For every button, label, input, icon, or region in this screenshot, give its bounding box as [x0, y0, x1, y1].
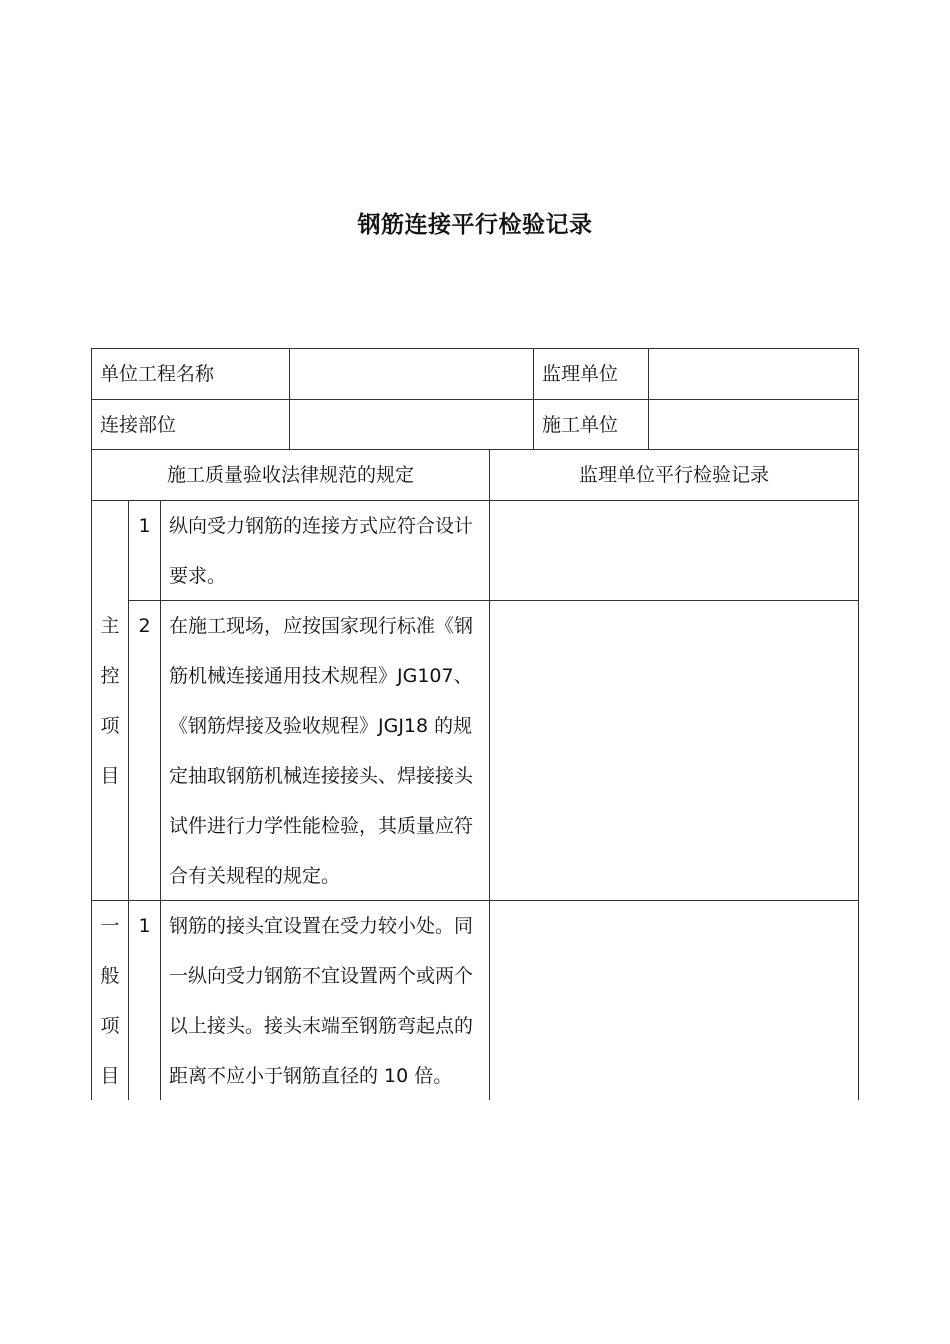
text-line: 以上接头。接头末端至钢筋弯起点的: [169, 1015, 474, 1037]
main-item-1-number: 1: [138, 515, 151, 537]
group-label-char: 般: [100, 965, 120, 987]
table-divider: [289, 348, 290, 449]
project-name-label: 单位工程名称: [100, 363, 215, 385]
general-item-1-text: [169, 901, 473, 1101]
text-line: 《钢筋焊接及验收规程》JGJ18 的规: [169, 715, 473, 737]
group-label-char: 一: [100, 915, 120, 937]
table-divider: [128, 500, 129, 1100]
table-divider: [648, 348, 649, 449]
main-item-2-number: 2: [138, 615, 151, 637]
text-line: 距离不应小于钢筋直径的 10 倍。: [169, 1065, 453, 1087]
table-divider: [91, 399, 859, 400]
text-line: 要求。: [169, 565, 227, 587]
group-label-char: 控: [100, 665, 120, 687]
table-divider: [533, 348, 534, 449]
group-label-char: 主: [100, 615, 120, 637]
supervision-unit-label: 监理单位: [542, 363, 619, 385]
group-label-char: 项: [100, 1015, 120, 1037]
text-line: 筋机械连接通用技术规程》JG107、: [169, 665, 473, 687]
general-item-1-number: 1: [138, 915, 151, 937]
text-line: 钢筋的接头宜设置在受力较小处。同: [169, 915, 474, 937]
text-line: 纵向受力钢筋的连接方式应符合设计: [169, 515, 474, 537]
text-line: 定抽取钢筋机械连接接头、焊接接头: [169, 765, 474, 787]
regulation-column-header: 施工质量验收法律规范的规定: [166, 464, 414, 486]
main-item-1-text: [169, 501, 473, 601]
group-label-char: 目: [100, 1065, 120, 1087]
main-items-group-label: [92, 601, 128, 801]
table-border-right: [858, 348, 859, 1100]
page-title: 钢筋连接平行检验记录: [357, 212, 593, 238]
construction-unit-label: 施工单位: [542, 414, 619, 436]
table-divider: [489, 449, 490, 1100]
text-line: 试件进行力学性能检验，其质量应符: [169, 815, 474, 837]
text-line: 一纵向受力钢筋不宜设置两个或两个: [169, 965, 474, 987]
record-column-header: 监理单位平行检验记录: [578, 464, 769, 486]
text-line: 合有关规程的规定。: [169, 865, 341, 887]
group-label-char: 项: [100, 715, 120, 737]
connection-location-label: 连接部位: [100, 414, 177, 436]
main-item-2-text: [169, 601, 473, 901]
general-items-group-label: [92, 901, 128, 1101]
table-divider: [160, 500, 161, 1100]
text-line: 在施工现场，应按国家现行标准《钢: [169, 615, 474, 637]
group-label-char: 目: [100, 765, 120, 787]
